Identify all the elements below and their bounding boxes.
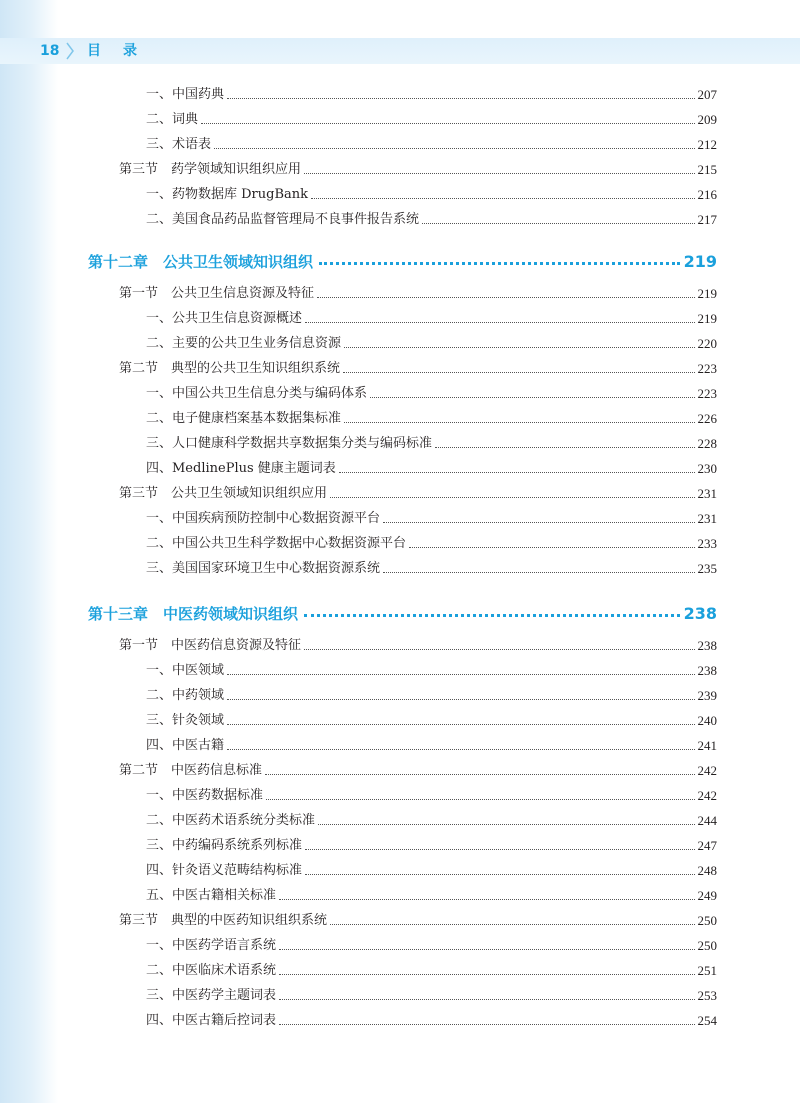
toc-item <box>0 810 800 830</box>
toc-entry <box>146 660 717 680</box>
dot-leader <box>214 147 694 149</box>
toc-page-number: 238 <box>697 638 717 653</box>
toc-entry-title: 二、中药领域 <box>146 688 225 703</box>
dot-leader <box>305 848 694 850</box>
toc-chapter <box>0 597 800 625</box>
toc-entry-title: 第一节 公共卫生信息资源及特征 <box>119 286 315 301</box>
toc-section <box>0 760 800 780</box>
toc-page-number: 207 <box>697 87 717 102</box>
toc-item <box>0 935 800 955</box>
toc-entry <box>119 159 717 179</box>
toc-entry-title: 二、主要的公共卫生业务信息资源 <box>146 336 342 351</box>
toc-item <box>0 685 800 705</box>
toc-page-number: 231 <box>697 486 717 501</box>
toc-entry <box>146 383 717 403</box>
toc-page-number: 209 <box>697 112 717 127</box>
toc-item <box>0 835 800 855</box>
toc-item <box>0 109 800 129</box>
toc-page-number: 216 <box>697 187 717 202</box>
toc-entry <box>146 860 717 880</box>
toc-page-number: 238 <box>683 604 717 623</box>
toc-entry <box>146 109 717 129</box>
toc-entry <box>119 483 717 503</box>
toc-entry-title: 第一节 中医药信息资源及特征 <box>119 638 302 653</box>
toc-page-number: 231 <box>697 511 717 526</box>
toc-page-number: 244 <box>697 813 717 828</box>
toc-item <box>0 333 800 353</box>
toc-entry-title: 二、美国食品药品监督管理局不良事件报告系统 <box>146 212 420 227</box>
toc-item <box>0 508 800 528</box>
toc-page-number: 219 <box>697 286 717 301</box>
toc-entry <box>146 184 717 204</box>
toc-entry-title: 四、中医古籍 <box>146 738 225 753</box>
dot-leader <box>279 898 694 900</box>
toc-page-number: 250 <box>697 938 717 953</box>
toc-item <box>0 860 800 880</box>
toc-page-number: 223 <box>697 386 717 401</box>
toc-page-number: 235 <box>697 561 717 576</box>
toc-page-number: 253 <box>697 988 717 1003</box>
toc-page-number: 219 <box>683 252 717 271</box>
page-number: 18 <box>40 43 60 59</box>
toc-entry <box>146 134 717 154</box>
dot-leader <box>330 496 694 498</box>
toc-section <box>0 159 800 179</box>
toc-entry-title: 一、中国疾病预防控制中心数据资源平台 <box>146 511 381 526</box>
dot-leader <box>422 222 694 224</box>
toc-chapter <box>0 245 800 273</box>
toc-entry-title: 四、针灸语义范畴结构标准 <box>146 863 303 878</box>
dot-leader <box>305 321 694 323</box>
toc-entry <box>146 960 717 980</box>
toc-item <box>0 533 800 553</box>
toc-section <box>0 483 800 503</box>
dot-leader <box>304 172 694 174</box>
header-title: 目录 <box>87 43 159 59</box>
dot-leader <box>266 798 694 800</box>
toc-entry-title: 三、针灸领域 <box>146 713 225 728</box>
toc-entry <box>146 985 717 1005</box>
toc-item <box>0 458 800 478</box>
dot-leader <box>279 948 694 950</box>
dot-leader <box>343 371 694 373</box>
dot-leader <box>311 197 694 199</box>
dot-leader <box>339 471 695 473</box>
toc-item <box>0 960 800 980</box>
toc-item <box>0 985 800 1005</box>
toc-entry <box>88 597 717 625</box>
toc-entry <box>146 785 717 805</box>
toc-entry-title: 第十二章 公共卫生领域知识组织 <box>88 253 314 271</box>
dot-leader <box>330 923 694 925</box>
dot-leader <box>227 698 694 700</box>
dot-leader <box>279 1023 694 1025</box>
toc-entry <box>146 308 717 328</box>
toc-entry-title: 一、药物数据库 DrugBank <box>146 187 309 202</box>
toc-entry-title: 第三节 典型的中医药知识组织系统 <box>119 913 328 928</box>
chevron-right-icon <box>66 42 74 60</box>
toc-entry <box>146 458 717 478</box>
toc-entry <box>146 408 717 428</box>
running-header <box>0 38 800 64</box>
dot-leader <box>317 296 694 298</box>
toc-entry-title: 一、中国公共卫生信息分类与编码体系 <box>146 386 368 401</box>
toc-entry <box>146 685 717 705</box>
dot-leader <box>344 421 694 423</box>
toc-entry <box>146 209 717 229</box>
toc-item <box>0 785 800 805</box>
dot-leader <box>304 648 694 650</box>
toc-page-number: 233 <box>697 536 717 551</box>
toc-item <box>0 885 800 905</box>
toc-entry-title: 三、美国国家环境卫生中心数据资源系统 <box>146 561 381 576</box>
toc-entry <box>119 910 717 930</box>
toc-item <box>0 383 800 403</box>
toc-entry <box>146 508 717 528</box>
toc-entry-title: 三、人口健康科学数据共享数据集分类与编码标准 <box>146 436 433 451</box>
toc-item <box>0 408 800 428</box>
dot-leader <box>305 873 694 875</box>
dot-leader <box>227 97 694 99</box>
toc-page-number: 247 <box>697 838 717 853</box>
dot-leader <box>227 723 694 725</box>
toc-entry-title: 第二节 典型的公共卫生知识组织系统 <box>119 361 341 376</box>
toc-entry-title: 二、中医临床术语系统 <box>146 963 277 978</box>
toc-entry-title: 三、术语表 <box>146 137 212 152</box>
toc-entry-title: 一、中医药学语言系统 <box>146 938 277 953</box>
toc-page-number: 217 <box>697 212 717 227</box>
toc-item <box>0 433 800 453</box>
dot-leader <box>383 521 694 523</box>
dot-leader <box>279 998 694 1000</box>
toc-entry <box>146 333 717 353</box>
toc-page-number: 238 <box>697 663 717 678</box>
toc-page-number: 212 <box>697 137 717 152</box>
toc-entry <box>146 835 717 855</box>
toc-item <box>0 184 800 204</box>
toc-page-number: 254 <box>697 1013 717 1028</box>
toc-page-number: 230 <box>697 461 717 476</box>
toc-entry <box>146 1010 717 1030</box>
toc-item <box>0 558 800 578</box>
toc-entry-title: 二、中医药术语系统分类标准 <box>146 813 316 828</box>
toc-item <box>0 308 800 328</box>
toc-entry-title: 第二节 中医药信息标准 <box>119 763 263 778</box>
toc-page-number: 228 <box>697 436 717 451</box>
toc-entry-title: 三、中药编码系统系列标准 <box>146 838 303 853</box>
dot-leader <box>279 973 694 975</box>
toc-item <box>0 84 800 104</box>
dot-leader <box>409 546 694 548</box>
toc-entry-title: 五、中医古籍相关标准 <box>146 888 277 903</box>
toc-page-number: 240 <box>697 713 717 728</box>
toc-section <box>0 635 800 655</box>
toc-page-number: 239 <box>697 688 717 703</box>
toc-entry-title: 二、词典 <box>146 112 199 127</box>
toc-entry-title: 四、MedlinePlus 健康主题词表 <box>146 461 336 476</box>
toc-page-number: 242 <box>697 763 717 778</box>
toc-section <box>0 358 800 378</box>
toc-entry-title: 四、中医古籍后控词表 <box>146 1013 277 1028</box>
toc-page-number: 248 <box>697 863 717 878</box>
toc-entry <box>119 760 717 780</box>
toc-item <box>0 134 800 154</box>
toc-page-number: 219 <box>697 311 717 326</box>
dot-leader <box>227 673 694 675</box>
toc-entry <box>146 735 717 755</box>
toc-item <box>0 660 800 680</box>
toc-entry <box>146 533 717 553</box>
dot-leader <box>318 823 694 825</box>
toc-entry-title: 一、中医领域 <box>146 663 225 678</box>
toc-page-number: 241 <box>697 738 717 753</box>
toc-entry <box>146 558 717 578</box>
toc-section <box>0 283 800 303</box>
toc-item <box>0 209 800 229</box>
dot-leader <box>319 261 680 265</box>
toc-item <box>0 710 800 730</box>
dot-leader <box>201 122 694 124</box>
toc-page-number: 251 <box>697 963 717 978</box>
toc-entry-title: 三、中医药学主题词表 <box>146 988 277 1003</box>
toc-page-number: 220 <box>697 336 717 351</box>
toc-entry-title: 二、中国公共卫生科学数据中心数据资源平台 <box>146 536 407 551</box>
toc-entry-title: 一、中医药数据标准 <box>146 788 264 803</box>
toc-page-number: 223 <box>697 361 717 376</box>
toc-entry-title: 一、中国药典 <box>146 87 225 102</box>
toc-entry <box>88 245 717 273</box>
toc-entry <box>119 358 717 378</box>
dot-leader <box>344 346 694 348</box>
dot-leader <box>435 446 694 448</box>
toc-entry <box>146 885 717 905</box>
toc-entry-title: 一、公共卫生信息资源概述 <box>146 311 303 326</box>
dot-leader <box>370 396 694 398</box>
toc-entry-title: 第十三章 中医药领域知识组织 <box>88 605 299 623</box>
toc-entry <box>119 635 717 655</box>
toc-entry <box>146 433 717 453</box>
toc-entry <box>119 283 717 303</box>
toc-page-number: 226 <box>697 411 717 426</box>
toc-page-number: 215 <box>697 162 717 177</box>
toc-item <box>0 1010 800 1030</box>
toc-page-number: 249 <box>697 888 717 903</box>
dot-leader <box>227 748 694 750</box>
toc-entry-title: 二、电子健康档案基本数据集标准 <box>146 411 342 426</box>
dot-leader <box>383 571 694 573</box>
toc-entry <box>146 710 717 730</box>
toc-entry <box>146 935 717 955</box>
toc-page-number: 242 <box>697 788 717 803</box>
toc-entry-title: 第三节 公共卫生领域知识组织应用 <box>119 486 328 501</box>
toc-page-number: 250 <box>697 913 717 928</box>
dot-leader <box>304 613 680 617</box>
toc-item <box>0 735 800 755</box>
dot-leader <box>265 773 694 775</box>
toc-section <box>0 910 800 930</box>
toc-entry <box>146 810 717 830</box>
toc-entry <box>146 84 717 104</box>
toc-entry-title: 第三节 药学领域知识组织应用 <box>119 162 302 177</box>
